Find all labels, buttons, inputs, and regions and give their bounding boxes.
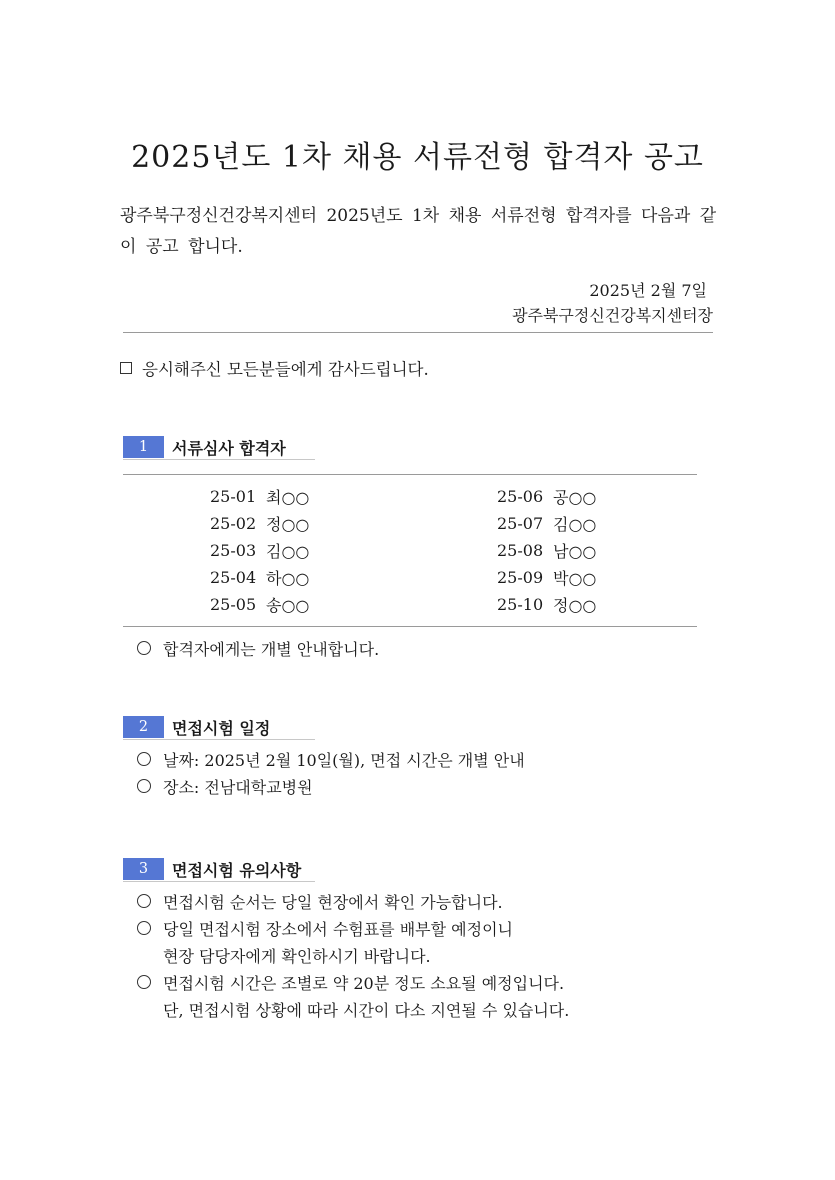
note-line [137,970,564,994]
applicant-name: 송○○ [266,596,310,615]
section-underline [123,739,315,740]
note-continuation: 단, 면접시험 상황에 따라 시간이 다소 지연될 수 있습니다. [163,1000,570,1020]
section-number: 3 [123,858,164,880]
section-label: 면접시험 일정 [172,718,271,738]
applicant-name: 하○○ [266,569,310,588]
section-label: 면접시험 유의사항 [172,860,302,880]
schedule-date-line [137,747,525,771]
section-underline [123,459,315,460]
section-label: 서류심사 합격자 [172,438,286,458]
list-item [497,564,596,591]
applicant-name: 정○○ [266,515,310,534]
circle-bullet-icon [137,779,151,793]
applicant-code: 25-06 [497,487,544,506]
applicant-code: 25-07 [497,514,544,533]
square-bullet-icon [120,362,132,374]
applicant-list-left [210,483,309,618]
applicant-code: 25-04 [210,568,257,587]
note-line [137,889,503,913]
applicant-name: 박○○ [553,569,597,588]
note-text: 면접시험 시간은 조별로 약 20분 정도 소요될 예정입니다. [163,973,565,993]
section-header-1 [123,435,286,459]
applicant-name: 남○○ [553,542,597,561]
list-item [497,510,596,537]
note-line [137,916,513,940]
applicant-code: 25-09 [497,568,544,587]
list-item [210,483,309,510]
section-number: 1 [123,436,164,458]
circle-bullet-icon [137,921,151,935]
note-continuation: 현장 담당자에게 확인하시기 바랍니다. [163,946,431,966]
note-text: 당일 면접시험 장소에서 수험표를 배부할 예정이니 [163,919,514,939]
circle-bullet-icon [137,894,151,908]
note-text: 면접시험 순서는 당일 현장에서 확인 가능합니다. [163,892,503,912]
applicant-code: 25-10 [497,595,544,614]
section-header-2 [123,715,270,739]
section-underline [123,881,315,882]
list-item [210,510,309,537]
schedule-date: 날짜: 2025년 2월 10일(월), 면접 시간은 개별 안내 [163,750,525,770]
table-bottom-rule [123,626,697,627]
divider [123,332,713,333]
thanks-text: 응시해주신 모든분들에게 감사드립니다. [142,360,429,379]
applicant-code: 25-08 [497,541,544,560]
intro-text: 광주북구정신건강복지센터 2025년도 1차 채용 서류전형 합격자를 다음과 같이 공고 합니다. [120,206,717,257]
applicant-code: 25-03 [210,541,257,560]
applicant-name: 최○○ [266,488,310,507]
list-item [497,591,596,618]
organization-signature: 광주북구정신건강복지센터장 [512,306,713,325]
applicant-code: 25-05 [210,595,257,614]
applicant-code: 25-01 [210,487,257,506]
thanks-line [120,356,429,380]
notice-line [137,636,379,660]
section-number: 2 [123,716,164,738]
list-item [210,564,309,591]
applicant-code: 25-02 [210,514,257,533]
table-top-rule [123,474,697,475]
schedule-place-line [137,774,313,798]
page-title: 2025년도 1차 채용 서류전형 합격자 공고 [131,140,704,175]
list-item [210,537,309,564]
applicant-list-right [497,483,596,618]
circle-bullet-icon [137,641,151,655]
applicant-name: 정○○ [553,596,597,615]
list-item [497,483,596,510]
announcement-date: 2025년 2월 7일 [589,281,707,300]
applicant-name: 김○○ [553,515,597,534]
notice-text: 합격자에게는 개별 안내합니다. [163,639,380,659]
applicant-name: 공○○ [553,488,597,507]
circle-bullet-icon [137,975,151,989]
section-header-3 [123,857,301,881]
list-item [497,537,596,564]
list-item [210,591,309,618]
schedule-place: 장소: 전남대학교병원 [163,777,313,797]
circle-bullet-icon [137,752,151,766]
applicant-name: 김○○ [266,542,310,561]
